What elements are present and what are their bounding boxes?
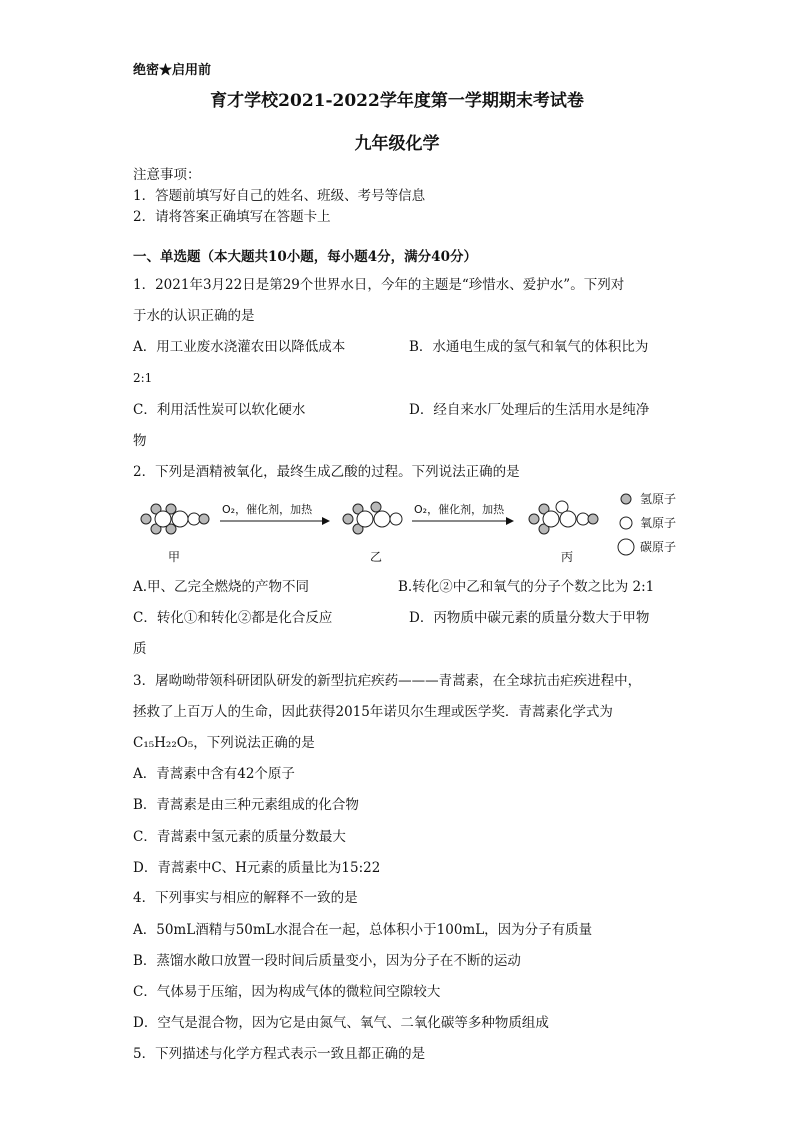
notes-heading: 注意事项： [133, 167, 201, 183]
legend-hydrogen-swatch [621, 494, 631, 504]
q2-option-d-cont: 质 [133, 641, 147, 657]
note-item: 2．请将答案正确填写在答题卡上 [133, 209, 331, 225]
q2-option-c: C．转化①和转化②都是化合反应 [133, 610, 333, 626]
label-yi: 乙 [370, 550, 383, 564]
q4-option-a: A．50mL酒精与50mL水混合在一起，总体积小于100mL，因为分子有质量 [133, 922, 593, 938]
q5-stem: 5．下列描述与化学方程式表示一致且都正确的是 [133, 1046, 426, 1062]
exam-title: 育才学校2021-2022学年度第一学期期末考试卷 [210, 91, 584, 111]
q2-option-a: A.甲、乙完全燃烧的产物不同 [133, 579, 310, 595]
q2-option-d: D．丙物质中碳元素的质量分数大于甲物 [409, 610, 650, 626]
confidential-mark: 绝密★启用前 [133, 63, 212, 78]
arrow1-label: O₂，催化剂，加热 [222, 503, 313, 516]
legend-oxygen-swatch [620, 517, 632, 529]
q4-option-d: D．空气是混合物，因为它是由氮气、氧气、二氧化碳等多种物质组成 [133, 1015, 549, 1031]
q3-option-b: B．青蒿素是由三种元素组成的化合物 [133, 797, 359, 813]
legend [618, 492, 676, 555]
q3-option-a: A．青蒿素中含有42个原子 [133, 766, 295, 782]
q1-option-c: C．利用活性炭可以软化硬水 [133, 402, 306, 418]
arrow1-head [322, 517, 330, 525]
legend-hydrogen-label: 氢原子 [640, 492, 677, 506]
q1-stem: 于水的认识正确的是 [133, 308, 255, 324]
legend-carbon-label: 碳原子 [640, 540, 677, 554]
q4-stem: 4．下列事实与相应的解释不一致的是 [133, 890, 358, 906]
q1-option-b: B．水通电生成的氢气和氧气的体积比为 [409, 339, 649, 355]
q3-stem: 拯救了上百万人的生命，因此获得2015年诺贝尔生理或医学奖．青蒿素化学式为 [133, 704, 613, 720]
q2-stem: 2．下列是酒精被氧化，最终生成乙酸的过程。下列说法正确的是 [133, 464, 520, 480]
molecule-diagram [130, 485, 690, 570]
note-item: 1．答题前填写好自己的姓名、班级、考号等信息 [133, 188, 426, 204]
section-heading: 一、单选题（本大题共10小题，每小题4分，满分40分） [133, 249, 477, 265]
q1-option-a: A．用工业废水浇灌农田以降低成本 [133, 339, 346, 355]
molecule-jia [141, 504, 209, 534]
q4-option-c: C．气体易于压缩，因为构成气体的微粒间空隙较大 [133, 984, 441, 1000]
q4-option-b: B．蒸馏水敞口放置一段时间后质量变小，因为分子在不断的运动 [133, 953, 521, 969]
label-bing: 丙 [561, 550, 574, 564]
q3-option-c: C．青蒿素中氢元素的质量分数最大 [133, 829, 346, 845]
q3-stem: 3．屠呦呦带领科研团队研发的新型抗疟疾药———青蒿素，在全球抗击疟疾进程中， [133, 673, 642, 689]
q1-option-d: D．经自来水厂处理后的生活用水是纯净 [409, 402, 650, 418]
q1-option-b-cont: 2:1 [133, 371, 153, 385]
q1-stem: 1．2021年3月22日是第29个世界水日，今年的主题是“珍惜水、爱护水”。下列对 [133, 277, 625, 293]
legend-oxygen-label: 氧原子 [640, 516, 677, 530]
arrow2-label: O₂，催化剂，加热 [414, 503, 505, 516]
exam-subtitle: 九年级化学 [354, 134, 440, 154]
q1-option-d-cont: 物 [133, 433, 147, 449]
label-jia: 甲 [168, 550, 181, 564]
molecule-yi [343, 502, 402, 534]
q3-stem: C₁₅H₂₂O₅，下列说法正确的是 [133, 735, 315, 751]
arrow2-head [506, 517, 514, 525]
q2-option-b: B.转化②中乙和氧气的分子个数之比为 2:1 [398, 579, 655, 595]
molecule-bing [529, 501, 598, 534]
legend-carbon-swatch [618, 539, 634, 555]
q3-option-d: D．青蒿素中C、H元素的质量比为15:22 [133, 860, 381, 876]
